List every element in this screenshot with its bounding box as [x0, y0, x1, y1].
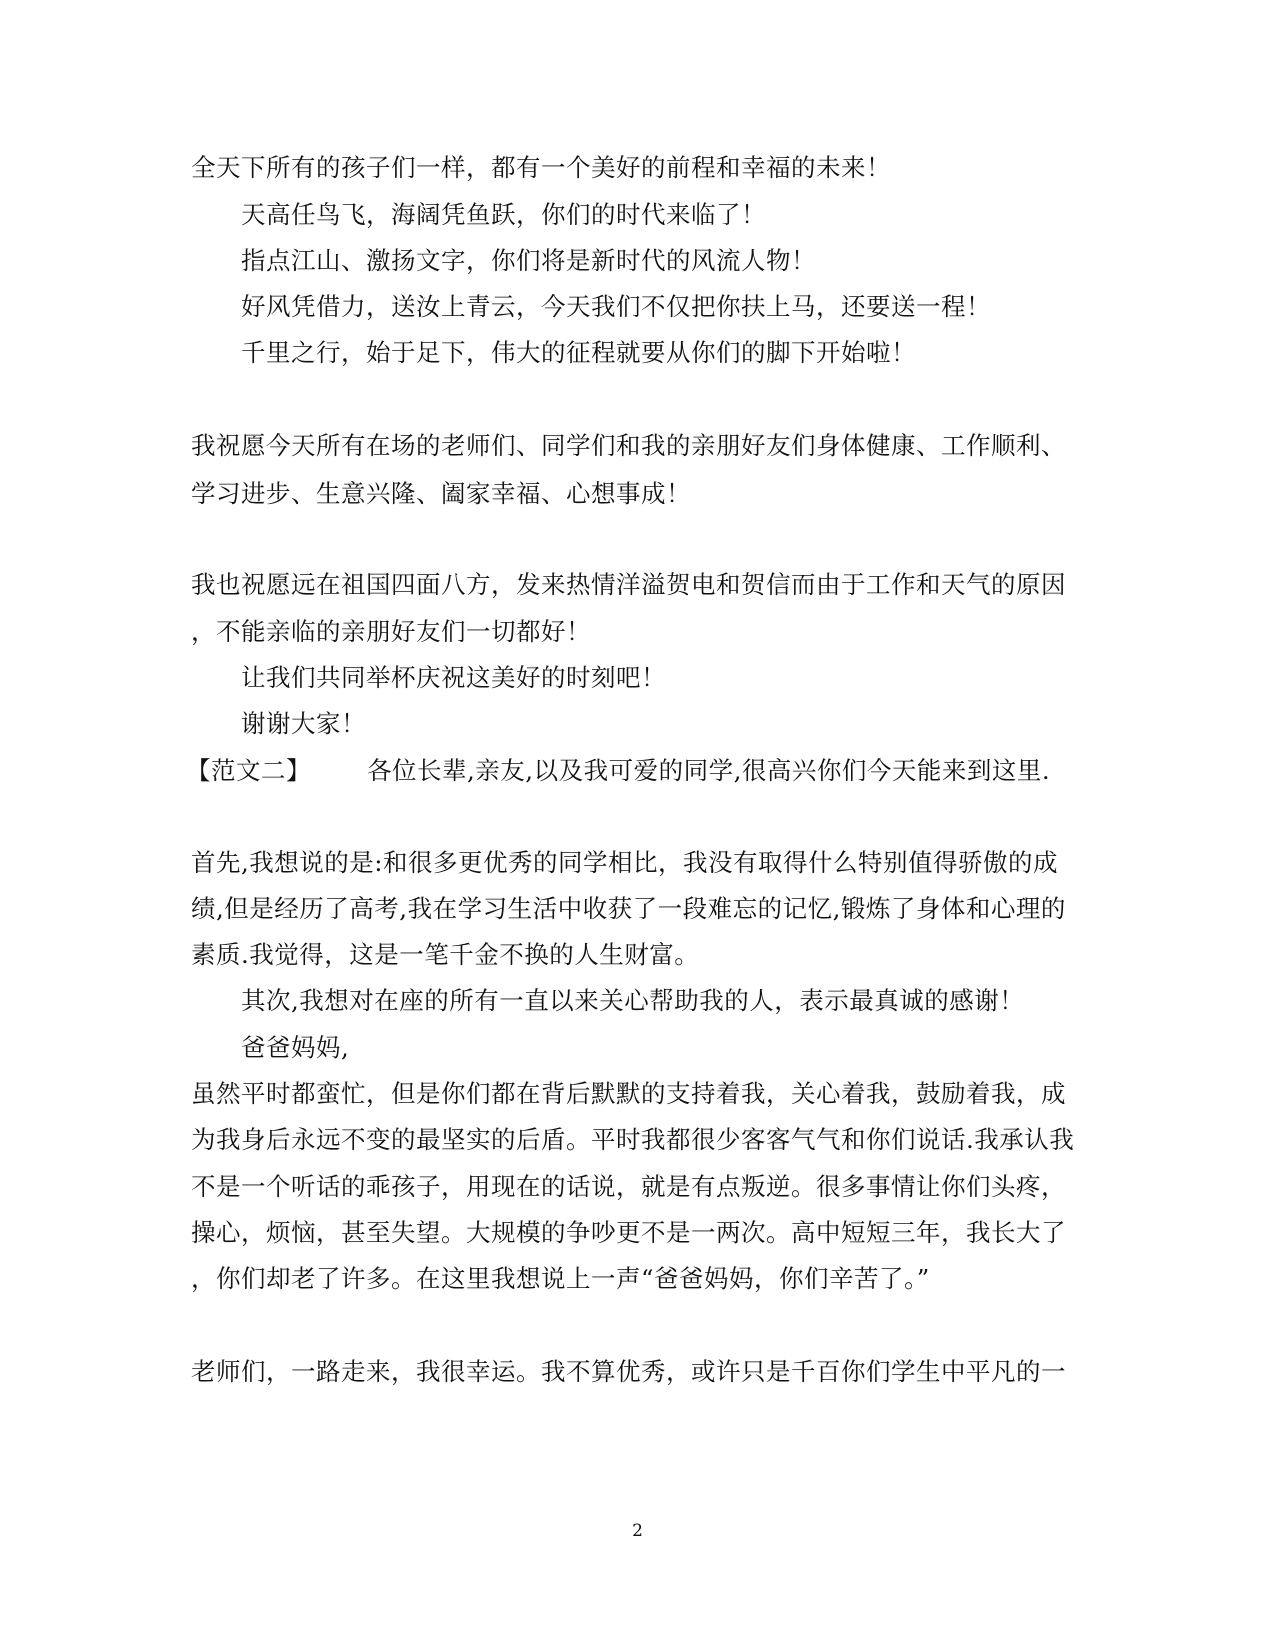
text-line: 我祝愿今天所有在场的老师们、同学们和我的亲朋好友们身体健康、工作顺利、 [191, 431, 1066, 460]
text-line: 谢谢大家！ [241, 709, 366, 738]
page-number: 2 [632, 1521, 643, 1541]
text-line: 千里之行，始于足下，伟大的征程就要从你们的脚下开始啦！ [241, 338, 916, 367]
text-line: 让我们共同举杯庆祝这美好的时刻吧！ [241, 663, 666, 692]
section-heading-text: 各位长辈,亲友,以及我可爱的同学,很高兴你们今天能来到这里. [367, 756, 1051, 785]
text-line: 天高任鸟飞，海阔凭鱼跃，你们的时代来临了！ [241, 200, 766, 229]
text-line: 老师们，一路走来，我很幸运。我不算优秀，或许只是千百你们学生中平凡的一 [191, 1357, 1066, 1386]
text-line: 绩,但是经历了高考,我在学习生活中收获了一段难忘的记忆,锻炼了身体和心理的 [191, 894, 1066, 923]
text-line: 素质.我觉得，这是一笔千金不换的人生财富。 [191, 940, 700, 969]
text-line: 其次,我想对在座的所有一直以来关心帮助我的人，表示最真诚的感谢！ [241, 986, 1025, 1015]
text-line: 首先,我想说的是:和很多更优秀的同学相比，我没有取得什么特别值得骄傲的成 [191, 848, 1059, 877]
text-line: 不是一个听话的乖孩子，用现在的话说，就是有点叛逆。很多事情让你们头疼， [191, 1172, 1066, 1201]
text-line: 好风凭借力，送汝上青云，今天我们不仅把你扶上马，还要送一程！ [241, 292, 991, 321]
section-heading-tag: 【范文二】 [186, 756, 311, 785]
text-line: 为我身后永远不变的最坚实的后盾。平时我都很少客客气气和你们说话.我承认我 [191, 1125, 1075, 1154]
text-line: 虽然平时都蛮忙，但是你们都在背后默默的支持着我，关心着我，鼓励着我，成 [191, 1079, 1066, 1108]
text-line: ，不能亲临的亲朋好友们一切都好！ [191, 617, 591, 646]
text-line: 指点江山、激扬文字，你们将是新时代的风流人物！ [241, 246, 816, 275]
text-line: ，你们却老了许多。在这里我想说上一声“爸爸妈妈，你们辛苦了。” [191, 1264, 930, 1293]
text-line: 我也祝愿远在祖国四面八方，发来热情洋溢贺电和贺信而由于工作和天气的原因 [191, 570, 1066, 599]
text-line: 全天下所有的孩子们一样，都有一个美好的前程和幸福的未来！ [191, 153, 891, 182]
text-line: 操心，烦恼，甚至失望。大规模的争吵更不是一两次。高中短短三年，我长大了 [191, 1218, 1066, 1247]
text-line: 学习进步、生意兴隆、阖家幸福、心想事成！ [191, 479, 691, 508]
section-heading [186, 755, 1051, 787]
text-line: 爸爸妈妈, [241, 1033, 350, 1062]
